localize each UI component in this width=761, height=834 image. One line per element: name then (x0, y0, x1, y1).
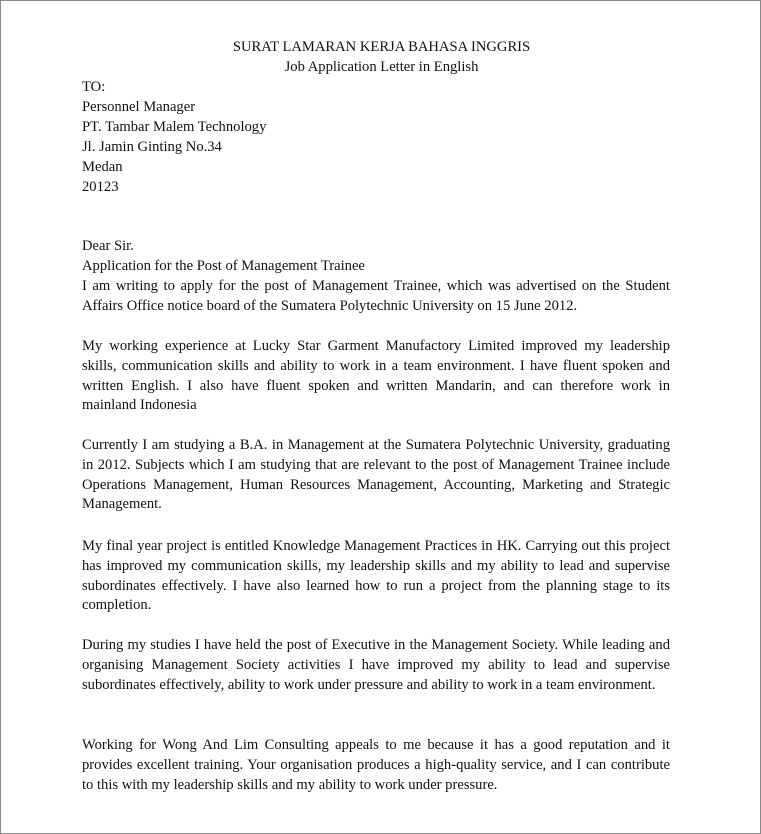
letter-title: SURAT LAMARAN KERJA BAHASA INGGRIS (232, 39, 531, 55)
recipient-postcode: 20123 (82, 179, 119, 195)
salutation: Dear Sir. (82, 238, 134, 254)
letter-subtitle: Job Application Letter in English (284, 59, 479, 75)
recipient-city: Medan (82, 159, 123, 175)
recipient-to-label: TO: (82, 79, 106, 95)
subject-line: Application for the Post of Management Trainee (82, 258, 365, 274)
body-paragraph: Working for Wong And Lim Consulting appeals to me because it has a good reputation and it provides excellent training. Your organisation produces a high-quality service, and I can contribute to this with my leadership skills and my ability to work under pressure. (82, 737, 670, 793)
body-paragraph: I am writing to apply for the post of Management Trainee, which was advertised on the Student Affairs Office notice board of the Sumatera Polytechnic University on 15 June 2012. (82, 278, 670, 314)
recipient-street: Jl. Jamin Ginting No.34 (82, 139, 222, 155)
body-paragraph: Currently I am studying a B.A. in Management at the Sumatera Polytechnic University, graduating in 2012. Subjects which I am studying that are relevant to the post of Management Trainee include Operations Management, Human Resources Management, Accounting, Marketing and Strategic Management. (82, 437, 670, 513)
recipient-company: PT. Tambar Malem Technology (82, 119, 267, 135)
body-paragraph: During my studies I have held the post of Executive in the Management Society. While leading and organising Management Society activities I have improved my ability to lead and supervise subordinates effectively, ability to work under pressure and ability to work in a team environment. (82, 637, 670, 693)
body-paragraph: My working experience at Lucky Star Garment Manufactory Limited improved my leadership skills, communication skills and ability to work in a team environment. I have fluent spoken and written English. I also have fluent spoken and written Mandarin, and can therefore work in mainland Indonesia (82, 338, 670, 414)
recipient-position: Personnel Manager (82, 99, 196, 115)
body-paragraph: My final year project is entitled Knowledge Management Practices in HK. Carrying out this project has improved my communication skills, my leadership skills and my ability to lead and supervise subordinates effectively. I have also learned how to run a project from the planning stage to its completion. (82, 538, 670, 614)
